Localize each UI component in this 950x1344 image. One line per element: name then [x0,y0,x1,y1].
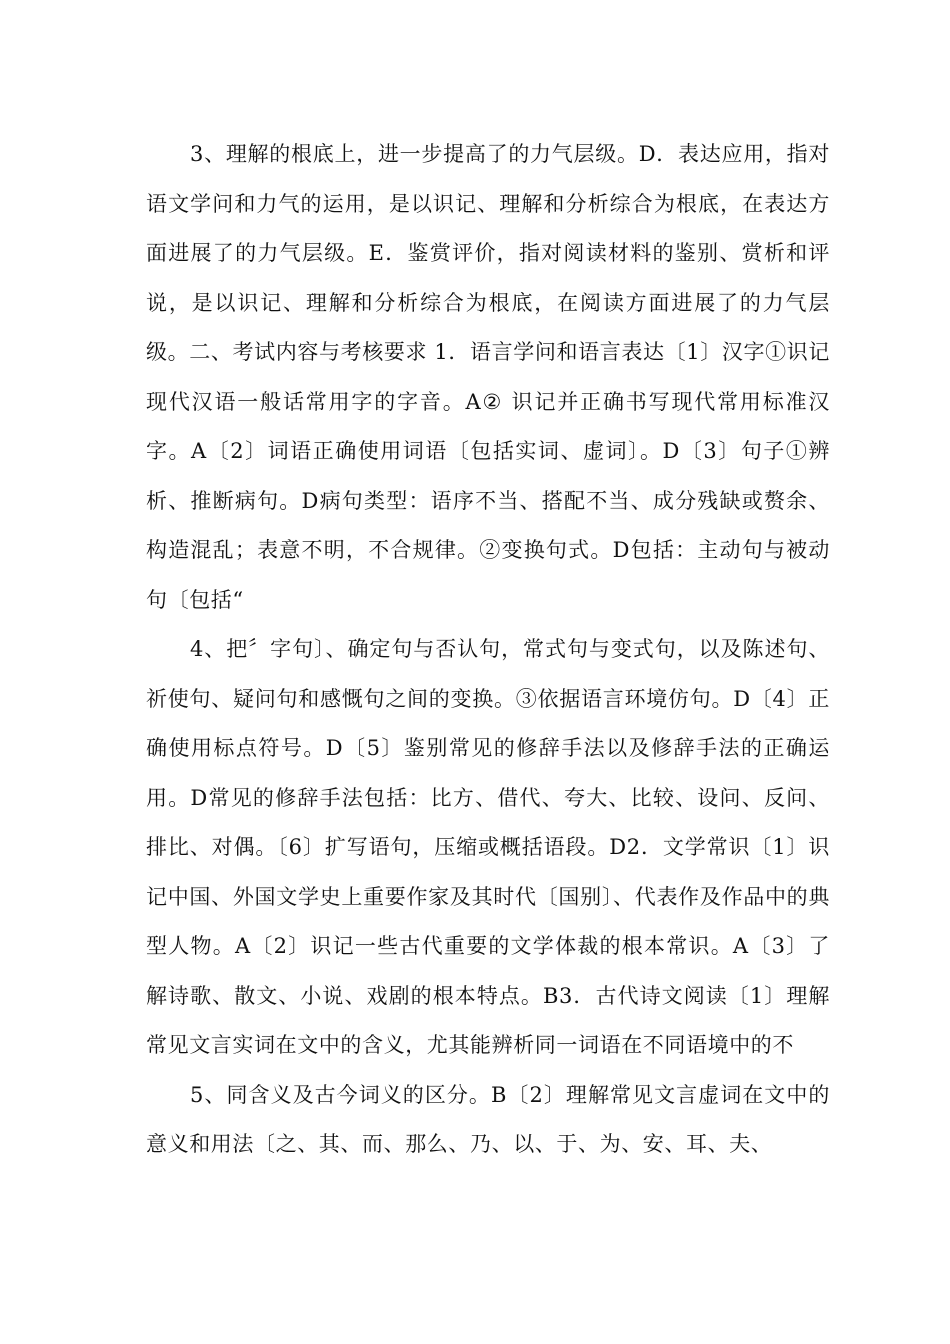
document-body [146,130,830,1170]
paragraph-3: 3、理解的根底上，进一步提高了的力气层级。D．表达应用，指对语文学问和力气的运用，是以识记、理解和分析综合为根底，在表达方面进展了的力气层级。E．鉴赏评价，指对阅读材料的鉴别、赏析和评说，是以识记、理解和分析综合为根底，在阅读方面进展了的力气层级。二、考试内容与考核要求 1．语言学问和语言表达〔1〕汉字①识记现代汉语一般话常用字的字音。A② 识记并正确书写现代常用标准汉字。A〔2〕词语正确使用词语〔包括实词、虚词〕。D〔3〕句子①辨析、推断病句。D病句类型：语序不当、搭配不当、成分残缺或赘余、构造混乱；表意不明，不合规律。②变换句式。D包括：主动句与被动句〔包括“ [146,142,830,612]
paragraph-5: 5、同含义及古今词义的区分。B〔2〕理解常见文言虚词在文中的意义和用法〔之、其、而、那么、乃、以、于、为、安、耳、夫、 [146,1082,830,1156]
paragraph-4: 4、把〞字句〕、确定句与否认句，常式句与变式句，以及陈述句、祈使句、疑问句和感慨句之间的变换。③依据语言环境仿句。D〔4〕正确使用标点符号。D〔5〕鉴别常见的修辞手法以及修辞手法的正确运用。D常见的修辞手法包括：比方、借代、夸大、比较、设问、反问、排比、对偶。〔6〕扩写语句，压缩或概括语段。D2．文学常识〔1〕识记中国、外国文学史上重要作家及其时代〔国别〕、代表作及作品中的典型人物。A〔2〕识记一些古代重要的文学体裁的根本常识。A〔3〕了解诗歌、散文、小说、戏剧的根本特点。B3．古代诗文阅读〔1〕理解常见文言实词在文中的含义，尤其能辨析同一词语在不同语境中的不 [146,637,830,1057]
